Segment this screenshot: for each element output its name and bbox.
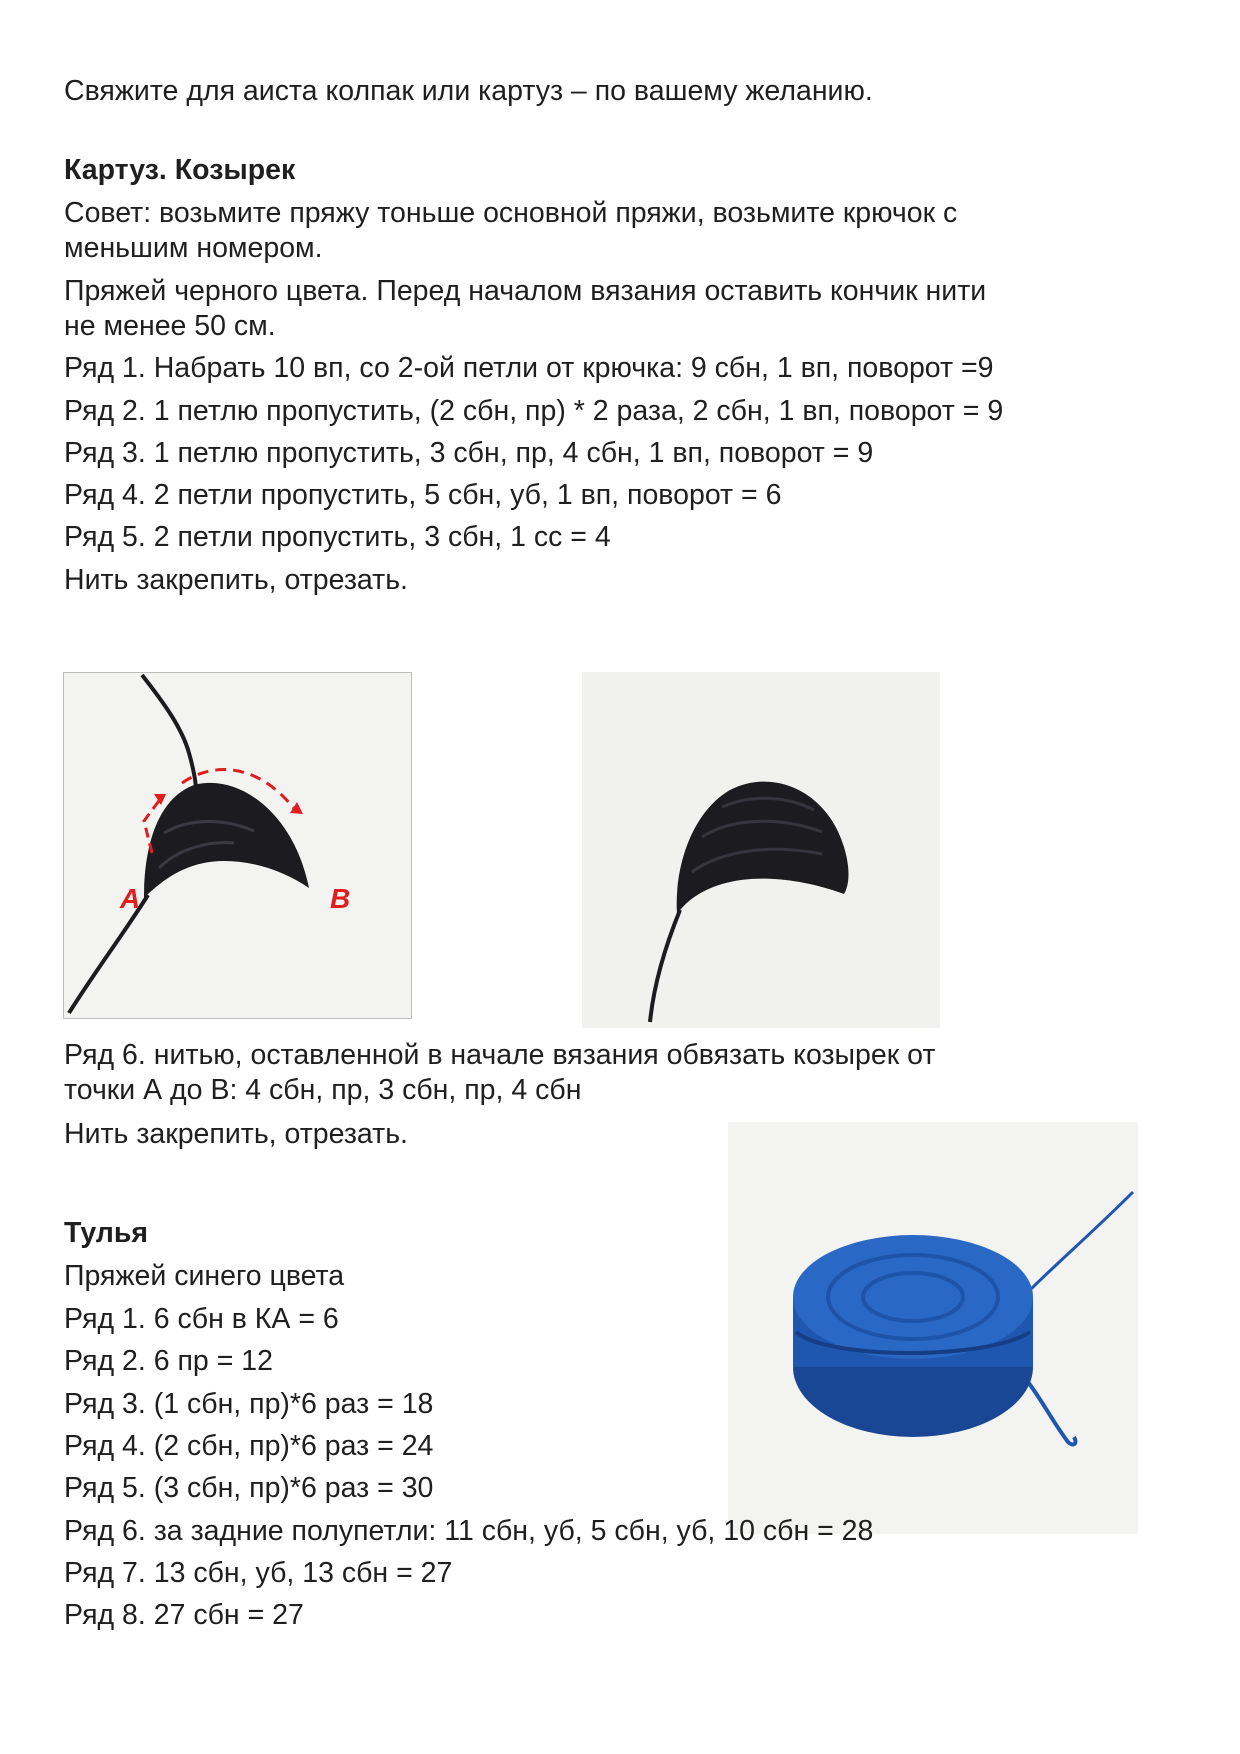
- visor-row-3: Ряд 3. 1 петлю пропустить, 3 сбн, пр, 4 сбн, 1 вп, поворот = 9: [64, 437, 874, 469]
- visor-finished-photo: [582, 672, 940, 1028]
- crown-yarn-text: Пряжей синего цвета: [64, 1260, 345, 1292]
- row-6-line-2: точки А до В: 4 сбн, пр, 3 сбн, пр, 4 сбн: [64, 1074, 582, 1106]
- visor-finished-illustration: [582, 672, 940, 1028]
- row-6-line-1: Ряд 6. нитью, оставленной в начале вязания обвязать козырек от: [64, 1039, 936, 1071]
- visor-tip-line-1: Совет: возьмите пряжу тоньше основной пряжи, возьмите крючок с: [64, 197, 958, 229]
- visor-annotated-illustration: [64, 673, 411, 1018]
- visor-row-5: Ряд 5. 2 петли пропустить, 3 сбн, 1 сс = 4: [64, 521, 611, 553]
- crown-row-5: Ряд 5. (3 сбн, пр)*6 раз = 30: [64, 1472, 434, 1504]
- visor-fasten-text: Нить закрепить, отрезать.: [64, 564, 408, 596]
- visor-row-1: Ряд 1. Набрать 10 вп, со 2-ой петли от крючка: 9 сбн, 1 вп, поворот =9: [64, 352, 994, 384]
- crown-row-3: Ряд 3. (1 сбн, пр)*6 раз = 18: [64, 1388, 434, 1420]
- intro-text: Свяжите для аиста колпак или картуз – по вашему желанию.: [64, 75, 873, 107]
- visor-fasten-text-2: Нить закрепить, отрезать.: [64, 1118, 408, 1150]
- visor-yarn-line-2: не менее 50 см.: [64, 310, 276, 342]
- crown-photo: [728, 1122, 1138, 1534]
- visor-heading: Картуз. Козырек: [64, 154, 296, 186]
- visor-tip-line-2: меньшим номером.: [64, 232, 323, 264]
- crown-row-8: Ряд 8. 27 сбн = 27: [64, 1599, 304, 1631]
- point-b-label: B: [330, 883, 351, 914]
- crown-row-6: Ряд 6. за задние полупетли: 11 сбн, уб, 5 сбн, уб, 10 сбн = 28: [64, 1515, 874, 1547]
- visor-annotated-photo: [63, 672, 412, 1019]
- crown-row-7: Ряд 7. 13 сбн, уб, 13 сбн = 27: [64, 1557, 453, 1589]
- visor-row-4: Ряд 4. 2 петли пропустить, 5 сбн, уб, 1 вп, поворот = 6: [64, 479, 782, 511]
- crown-row-2: Ряд 2. 6 пр = 12: [64, 1345, 273, 1377]
- visor-yarn-line-1: Пряжей черного цвета. Перед началом вязания оставить кончик нити: [64, 275, 987, 307]
- crown-illustration: [728, 1122, 1138, 1534]
- crown-heading: Тулья: [64, 1217, 149, 1249]
- point-a-label: A: [120, 883, 141, 914]
- crown-row-4: Ряд 4. (2 сбн, пр)*6 раз = 24: [64, 1430, 434, 1462]
- crown-row-1: Ряд 1. 6 сбн в КА = 6: [64, 1303, 339, 1335]
- visor-row-2: Ряд 2. 1 петлю пропустить, (2 сбн, пр) * 2 раза, 2 сбн, 1 вп, поворот = 9: [64, 395, 1004, 427]
